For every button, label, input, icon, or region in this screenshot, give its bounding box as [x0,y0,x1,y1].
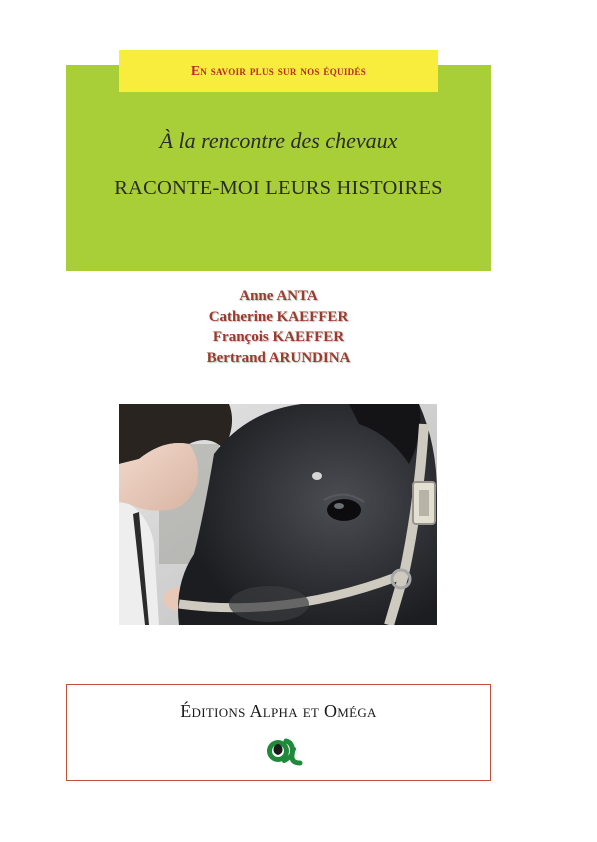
book-title: À la rencontre des chevaux [159,128,398,153]
author-name: Catherine KAEFFER [208,308,349,325]
author-name: François KAEFFER [212,329,345,345]
book-subtitle: RACONTE-MOI LEURS HISTOIRES [114,177,443,199]
publisher-name: Éditions Alpha et Oméga [180,701,377,721]
author-list [66,286,491,368]
author-name: Bertrand ARUNDINA [206,349,351,366]
alpha-omega-logo-icon [264,733,304,767]
series-banner [119,50,438,92]
publisher-box [66,684,491,781]
title-panel [66,65,491,271]
cover-photo [119,404,437,625]
person-with-horse-photo [119,404,437,625]
author-name: Anne ANTA [239,288,318,304]
series-label: En savoir plus sur nos équidés [190,63,367,78]
